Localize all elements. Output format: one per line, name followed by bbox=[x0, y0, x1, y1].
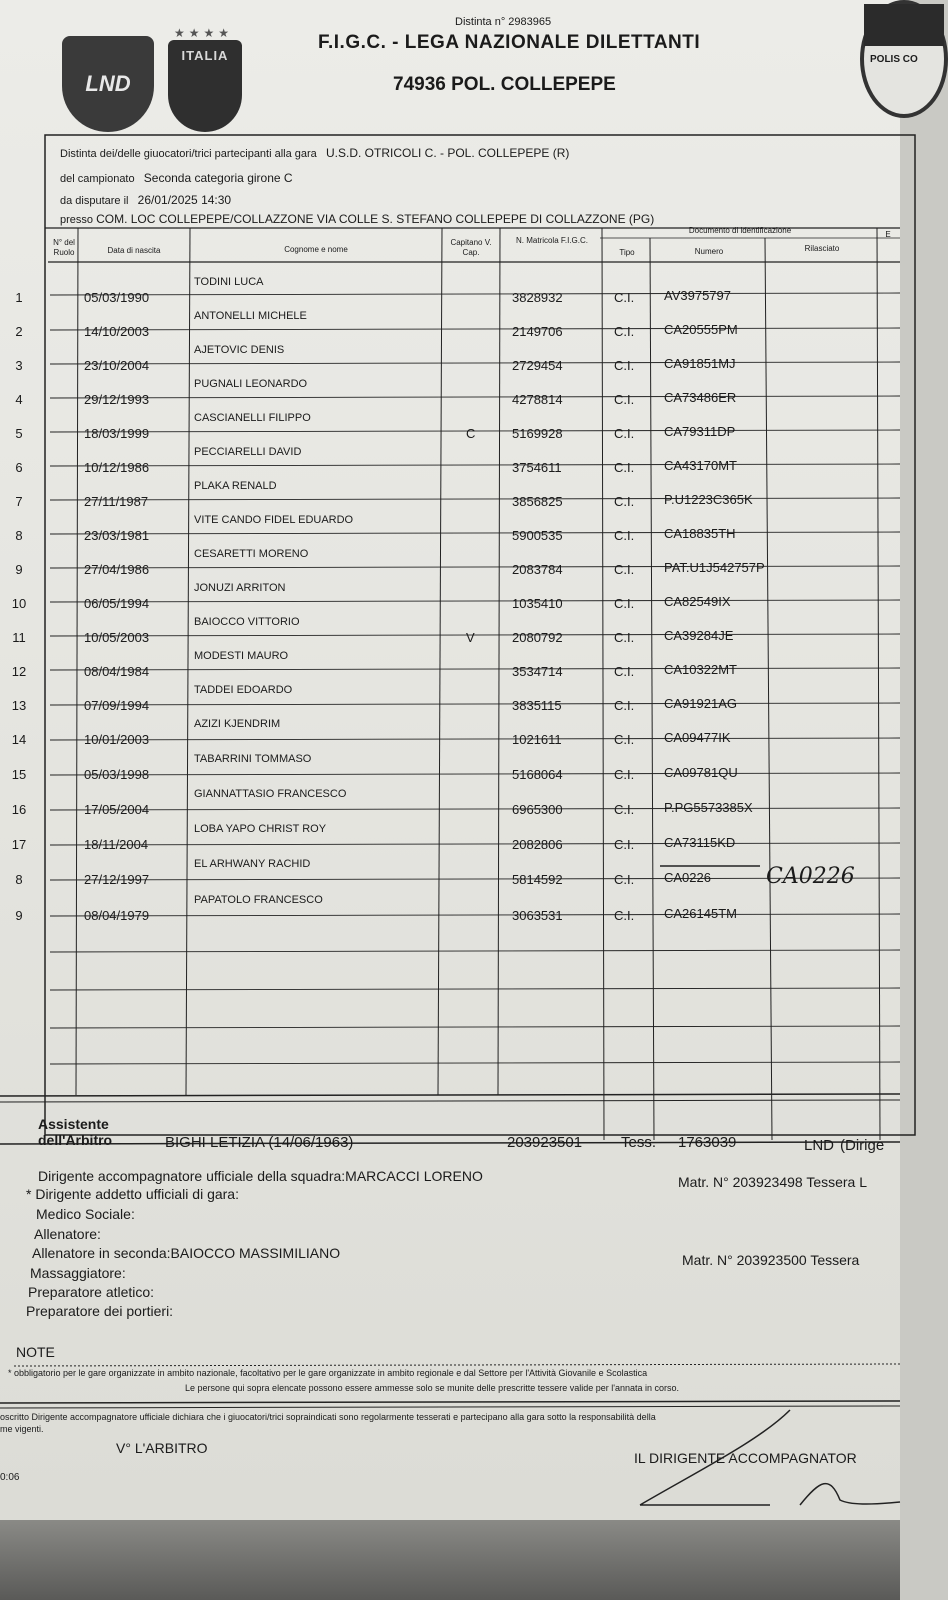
doc-type: C.I. bbox=[614, 528, 635, 543]
federation-title: F.I.G.C. - LEGA NAZIONALE DILETTANTI bbox=[318, 32, 701, 53]
club-logo-text: POLIS CO bbox=[870, 54, 918, 65]
footnote-persone: Le persone qui sopra elencate possono essere ammesse solo se munite delle prescritte tessere valide per l'annata in corso. bbox=[185, 1383, 679, 1393]
matricola-number: 5900535 bbox=[512, 528, 563, 543]
doc-type: C.I. bbox=[614, 872, 635, 887]
doc-type: C.I. bbox=[614, 358, 635, 373]
championship: Seconda categoria girone C bbox=[143, 171, 293, 185]
club-title: 74936 POL. COLLEPEPE bbox=[393, 74, 616, 95]
assistant-tessera: 1763039 bbox=[678, 1134, 737, 1151]
doc-number: CA39284JE bbox=[664, 628, 734, 643]
matricola-number: 3534714 bbox=[512, 664, 563, 679]
player-name: BAIOCCO VITTORIO bbox=[194, 616, 300, 628]
player-name: PLAKA RENALD bbox=[194, 480, 277, 492]
doc-type: C.I. bbox=[614, 324, 635, 339]
massaggiatore: Massaggiatore: bbox=[30, 1265, 126, 1281]
captain-mark: C bbox=[466, 426, 476, 441]
doc-type: C.I. bbox=[614, 908, 635, 923]
allenatore: Allenatore: bbox=[34, 1226, 101, 1242]
matricola-number: 3828932 bbox=[512, 290, 563, 305]
matricola-number: 6965300 bbox=[512, 802, 563, 817]
player-name: GIANNATTASIO FRANCESCO bbox=[194, 788, 347, 800]
matricola-number: 2080792 bbox=[512, 630, 563, 645]
doc-number: CA18835TH bbox=[664, 526, 736, 541]
doc-number: CA91921AG bbox=[664, 696, 737, 711]
matricola-number: 3754611 bbox=[512, 460, 562, 475]
match-datetime: 26/01/2025 14:30 bbox=[137, 193, 232, 207]
matricola-number: 2149706 bbox=[512, 324, 563, 339]
doc-number: PAT.U1J542757P bbox=[664, 560, 765, 575]
player-name: PECCIARELLI DAVID bbox=[194, 446, 302, 458]
matricola-number: 1021611 bbox=[512, 732, 562, 747]
row-number: 9 bbox=[15, 908, 23, 923]
header-capitano: Capitano V. Cap. bbox=[450, 238, 492, 257]
doc-number: CA09477IK bbox=[664, 730, 731, 745]
info-label-presso: presso bbox=[60, 214, 94, 226]
matricola-number: 3063531 bbox=[512, 908, 563, 923]
header-tipo: Tipo bbox=[619, 248, 635, 257]
player-name: MODESTI MAURO bbox=[194, 650, 289, 662]
row-number: 11 bbox=[12, 630, 26, 645]
header-extra: E bbox=[885, 230, 891, 239]
match-teams: U.S.D. OTRICOLI C. - POL. COLLEPEPE (R) bbox=[325, 146, 570, 160]
lnd-logo-text: LND bbox=[85, 71, 131, 96]
doc-type: C.I. bbox=[614, 562, 635, 577]
dirigente-accompagnatore-matr: Matr. N° 203923498 Tessera L bbox=[678, 1174, 868, 1190]
player-name: PAPATOLO FRANCESCO bbox=[194, 894, 323, 906]
birth-date: 23/10/2004 bbox=[84, 358, 150, 373]
doc-type: C.I. bbox=[614, 767, 635, 782]
doc-number: AV3975797 bbox=[664, 288, 731, 303]
doc-number: CA0226 bbox=[664, 870, 711, 885]
dirigente-accompagnatore: Dirigente accompagnatore ufficiale della squadra:MARCACCI LORENO bbox=[38, 1168, 483, 1184]
assistant-label-line1: Assistente bbox=[38, 1116, 109, 1132]
doc-type: C.I. bbox=[614, 392, 635, 407]
assistant-extra: (Dirige bbox=[840, 1137, 885, 1154]
birth-date: 23/03/1981 bbox=[84, 528, 150, 543]
player-name: AZIZI KJENDRIM bbox=[194, 718, 281, 730]
player-name: AJETOVIC DENIS bbox=[194, 344, 285, 356]
assistant-matricola: 203923501 bbox=[507, 1134, 583, 1151]
birth-date: 18/11/2004 bbox=[84, 837, 149, 852]
birth-date: 18/03/1999 bbox=[84, 426, 150, 441]
allenatore-in-seconda: Allenatore in seconda:BAIOCCO MASSIMILIANO bbox=[32, 1245, 341, 1261]
doc-type: C.I. bbox=[614, 837, 635, 852]
player-name: JONUZI ARRITON bbox=[194, 582, 286, 594]
row-number: 14 bbox=[11, 732, 27, 747]
matricola-number: 3835115 bbox=[512, 698, 562, 713]
doc-type: C.I. bbox=[614, 426, 635, 441]
row-number: 15 bbox=[11, 767, 27, 782]
background-surface bbox=[0, 1520, 900, 1600]
row-number: 12 bbox=[11, 664, 27, 679]
header-documento: Documento di identificazione bbox=[688, 226, 792, 235]
row-number: 1 bbox=[15, 290, 23, 305]
declaration-line1: oscritto Dirigente accompagnatore ufficiale dichiara che i giuocatori/trici sopraindicati sono regolarmente tesserati e partecipano alla gara sotto la responsabilità della bbox=[0, 1412, 656, 1422]
doc-type: C.I. bbox=[614, 664, 635, 679]
player-name: VITE CANDO FIDEL EDUARDO bbox=[194, 514, 354, 526]
player-name: ANTONELLI MICHELE bbox=[194, 310, 307, 322]
row-number: 5 bbox=[15, 426, 23, 441]
birth-date: 10/05/2003 bbox=[84, 630, 150, 645]
player-name: PUGNALI LEONARDO bbox=[194, 378, 308, 390]
row-number: 8 bbox=[15, 528, 23, 543]
arbitro-signature-label: V° L'ARBITRO bbox=[116, 1440, 208, 1456]
doc-number: CA82549IX bbox=[664, 594, 731, 609]
matricola-number: 4278814 bbox=[512, 392, 563, 407]
birth-date: 06/05/1994 bbox=[84, 596, 150, 611]
header-matricola: N. Matricola F.I.G.C. bbox=[515, 236, 588, 245]
assistant-tess-label: Tess. bbox=[621, 1134, 657, 1151]
player-name: CASCIANELLI FILIPPO bbox=[194, 412, 311, 424]
birth-date: 17/05/2004 bbox=[84, 802, 150, 817]
doc-number: CA79311DP bbox=[664, 424, 736, 439]
row-number: 8 bbox=[15, 872, 23, 887]
header-nome: Cognome e nome bbox=[284, 245, 348, 254]
doc-number: CA43170MT bbox=[664, 458, 737, 473]
player-name: LOBA YAPO CHRIST ROY bbox=[194, 823, 327, 835]
matricola-number: 1035410 bbox=[512, 596, 563, 611]
captain-mark: V bbox=[466, 630, 475, 645]
birth-date: 07/09/1994 bbox=[84, 698, 150, 713]
doc-type: C.I. bbox=[614, 460, 635, 475]
birth-date: 29/12/1993 bbox=[84, 392, 150, 407]
birth-date: 05/03/1998 bbox=[84, 767, 150, 782]
doc-number: CA91851MJ bbox=[664, 356, 736, 371]
row-number: 10 bbox=[11, 596, 27, 611]
player-name: CESARETTI MORENO bbox=[194, 548, 309, 560]
handwritten-doc-correction: CA0226 bbox=[766, 864, 855, 889]
time-stamp: 0:06 bbox=[0, 1472, 20, 1483]
venue: COM. LOC COLLEPEPE/COLLAZZONE VIA COLLE S. STEFANO COLLEPEPE DI COLLAZZONE (PG) bbox=[96, 212, 655, 226]
header-ruolo: N° del Ruolo bbox=[53, 238, 75, 257]
dirigente-signature-label: IL DIRIGENTE ACCOMPAGNATOR bbox=[634, 1450, 857, 1466]
matricola-number: 3856825 bbox=[512, 494, 563, 509]
preparatore-portieri: Preparatore dei portieri: bbox=[26, 1303, 174, 1319]
matricola-number: 5814592 bbox=[512, 872, 563, 887]
info-label-campionato: del campionato bbox=[60, 173, 135, 185]
dirigente-addetto: * Dirigente addetto ufficiali di gara: bbox=[26, 1186, 239, 1202]
allenatore-in-seconda-matr: Matr. N° 203923500 Tessera bbox=[682, 1252, 860, 1268]
matricola-number: 2083784 bbox=[512, 562, 563, 577]
doc-type: C.I. bbox=[614, 630, 635, 645]
stars-icon: ★★★★ bbox=[174, 26, 234, 40]
doc-type: C.I. bbox=[614, 494, 635, 509]
birth-date: 10/12/1986 bbox=[84, 460, 150, 475]
distinta-number: Distinta n° 2983965 bbox=[455, 16, 552, 28]
player-name: TABARRINI TOMMASO bbox=[194, 753, 312, 765]
note-label: NOTE bbox=[16, 1344, 55, 1360]
doc-number: CA20555PM bbox=[664, 322, 738, 337]
row-number: 13 bbox=[11, 698, 27, 713]
header-nascita: Data di nascita bbox=[107, 246, 161, 255]
row-number: 6 bbox=[15, 460, 23, 475]
row-number: 4 bbox=[15, 392, 23, 407]
medico-sociale: Medico Sociale: bbox=[36, 1206, 135, 1222]
doc-number: CA10322MT bbox=[664, 662, 737, 677]
doc-number: CA09781QU bbox=[664, 765, 738, 780]
birth-date: 27/11/1987 bbox=[84, 494, 149, 509]
assistant-label bbox=[38, 1116, 112, 1148]
doc-type: C.I. bbox=[614, 732, 635, 747]
birth-date: 08/04/1984 bbox=[84, 664, 150, 679]
birth-date: 27/04/1986 bbox=[84, 562, 150, 577]
birth-date: 14/10/2003 bbox=[84, 324, 150, 339]
doc-type: C.I. bbox=[614, 698, 635, 713]
birth-date: 05/03/1990 bbox=[84, 290, 150, 305]
info-label-gara: Distinta dei/delle giuocatori/trici partecipanti alla gara bbox=[60, 148, 317, 160]
row-number: 2 bbox=[15, 324, 23, 339]
doc-number: P.U1223C365K bbox=[664, 492, 753, 507]
assistant-name: BIGHI LETIZIA (14/06/1963) bbox=[165, 1134, 354, 1151]
preparatore-atletico: Preparatore atletico: bbox=[28, 1284, 155, 1300]
doc-number: CA26145TM bbox=[664, 906, 737, 921]
footnote-obbligatorio: * obbligatorio per le gare organizzate in ambito nazionale, facoltativo per le gare organizzate in ambito regionale e dal Settore per l'Attività Giovanile e Scolastica bbox=[8, 1368, 648, 1378]
declaration-line2: me vigenti. bbox=[0, 1424, 44, 1434]
doc-type: C.I. bbox=[614, 290, 635, 305]
row-number: 17 bbox=[11, 837, 27, 852]
doc-number: P.PG5573385X bbox=[664, 800, 753, 815]
header-numero: Numero bbox=[694, 247, 724, 256]
header-rilasciato: Rilasciato bbox=[804, 244, 840, 253]
doc-type: C.I. bbox=[614, 596, 635, 611]
matricola-number: 2082806 bbox=[512, 837, 563, 852]
birth-date: 10/01/2003 bbox=[84, 732, 150, 747]
italia-logo-text: ITALIA bbox=[181, 48, 229, 63]
doc-number: CA73115KD bbox=[664, 835, 736, 850]
row-number: 7 bbox=[15, 494, 23, 509]
matricola-number: 5169928 bbox=[512, 426, 563, 441]
player-name: EL ARHWANY RACHID bbox=[194, 858, 311, 870]
matricola-number: 2729454 bbox=[512, 358, 563, 373]
row-number: 16 bbox=[11, 802, 27, 817]
birth-date: 08/04/1979 bbox=[84, 908, 150, 923]
doc-number: CA73486ER bbox=[664, 390, 737, 405]
doc-type: C.I. bbox=[614, 802, 635, 817]
player-name: TADDEI EDOARDO bbox=[194, 684, 293, 696]
assistant-org: LND bbox=[804, 1137, 835, 1154]
birth-date: 27/12/1997 bbox=[84, 872, 150, 887]
matricola-number: 5168064 bbox=[512, 767, 563, 782]
info-label-data: da disputare il bbox=[60, 195, 129, 207]
assistant-label-line2: dell'Arbitro bbox=[38, 1132, 113, 1148]
row-number: 9 bbox=[15, 562, 23, 577]
row-number: 3 bbox=[15, 358, 23, 373]
player-name: TODINI LUCA bbox=[194, 276, 264, 288]
